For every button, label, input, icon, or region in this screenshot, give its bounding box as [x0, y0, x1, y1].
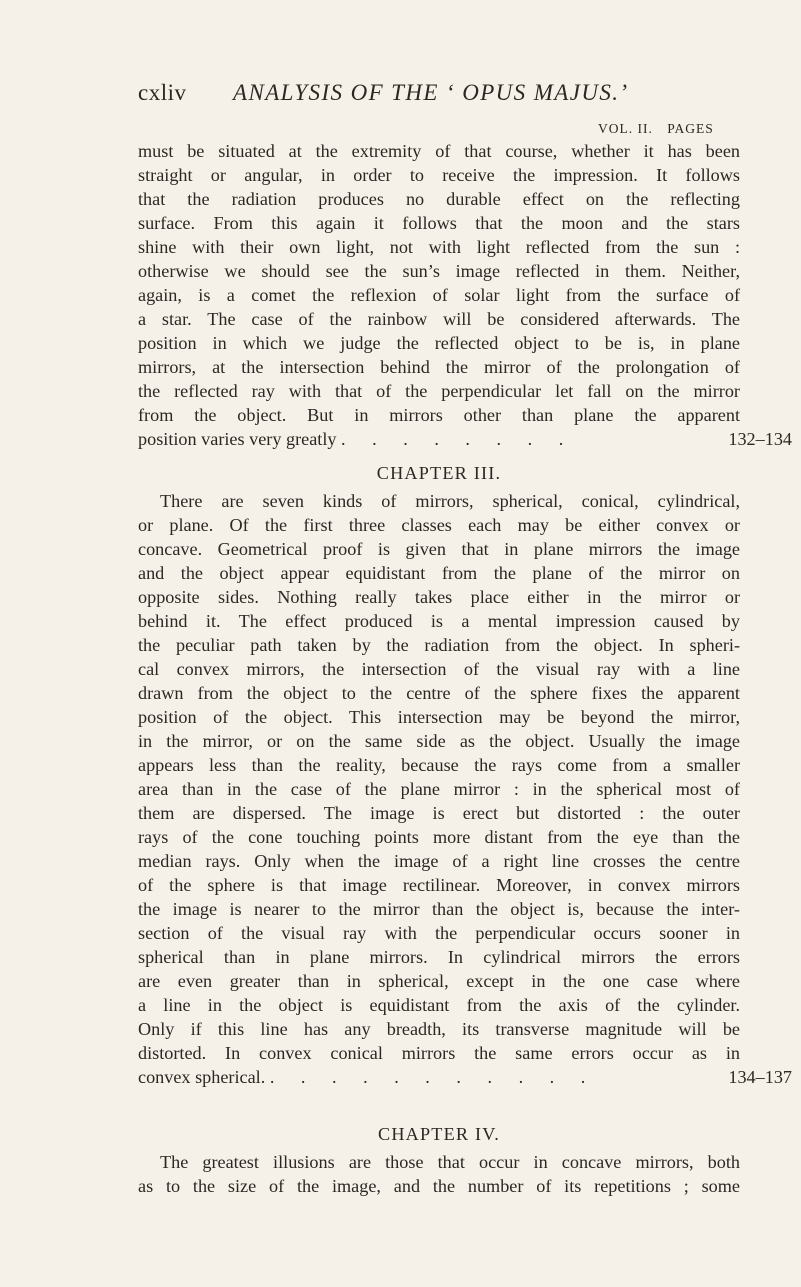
text-line-with-page-ref	[138, 427, 792, 451]
text-line: concave. Geometrical proof is given that in plane mirrors the image	[138, 539, 740, 559]
text-line: drawn from the object to the centre of the sphere fixes the apparent	[138, 683, 740, 703]
vol-label: VOL. II.	[598, 121, 653, 136]
text-line: cal convex mirrors, the intersection of the visual ray with a line	[138, 659, 740, 679]
text-line: that the radiation produces no durable effect on the reflecting	[138, 189, 740, 209]
page-folio: cxliv	[138, 80, 187, 105]
text-line: The greatest illusions are those that occur in concave mirrors, both	[160, 1152, 740, 1172]
page-reference: 132–134	[728, 429, 792, 449]
text-line: distorted. In convex conical mirrors the same errors occur as in	[138, 1043, 740, 1063]
text-line: surface. From this again it follows that the moon and the stars	[138, 213, 740, 233]
pages-label: PAGES	[667, 121, 714, 136]
chapter-heading: CHAPTER III.	[376, 463, 502, 483]
running-title: ANALYSIS OF THE ‘ OPUS MAJUS.’	[233, 80, 629, 105]
text-line: section of the visual ray with the perpendicular occurs sooner in	[138, 923, 740, 943]
text-line: are even greater than in spherical, except in the one case where	[138, 971, 740, 991]
dot-leader: . . . . . . . . . . .	[269, 1067, 597, 1087]
text-line: shine with their own light, not with light reflected from the sun :	[138, 237, 740, 257]
text-line: the image is nearer to the mirror than the object is, because the inter-	[138, 899, 740, 919]
text-line: area than in the case of the plane mirror : in the spherical most of	[138, 779, 740, 799]
running-head	[138, 78, 738, 108]
text-line: Only if this line has any breadth, its transverse magnitude will be	[138, 1019, 740, 1039]
text-line: There are seven kinds of mirrors, spherical, conical, cylindrical,	[160, 491, 740, 511]
text-line: behind it. The effect produced is a mental impression caused by	[138, 611, 740, 631]
text-line: or plane. Of the first three classes each may be either convex or	[138, 515, 740, 535]
line-text: convex spherical.	[138, 1067, 266, 1087]
chapter-heading: CHAPTER IV.	[377, 1124, 500, 1144]
text-line: must be situated at the extremity of that course, whether it has been	[138, 141, 740, 161]
text-line: spherical than in plane mirrors. In cylindrical mirrors the errors	[138, 947, 740, 967]
text-line: a line in the object is equidistant from the axis of the cylinder.	[138, 995, 740, 1015]
text-line: median rays. Only when the image of a right line crosses the centre	[138, 851, 740, 871]
text-line: of the sphere is that image rectilinear. Moreover, in convex mirrors	[138, 875, 740, 895]
text-line-with-page-ref	[138, 1065, 792, 1089]
text-line: otherwise we should see the sun’s image reflected in them. Neither,	[138, 261, 740, 281]
text-line: mirrors, at the intersection behind the mirror of the prolongation of	[138, 357, 740, 377]
text-line: rays of the cone touching points more distant from the eye than the	[138, 827, 740, 847]
text-line: the reflected ray with that of the perpendicular let fall on the mirror	[138, 381, 740, 401]
paragraph-chapter-3	[138, 489, 792, 1089]
text-line: appears less than the reality, because the rays come from a smaller	[138, 755, 740, 775]
text-line: straight or angular, in order to receive the impression. It follows	[138, 165, 740, 185]
text-line: position in which we judge the reflected object to be is, in plane	[138, 333, 740, 353]
dot-leader: . . . . . . . .	[341, 429, 575, 449]
text-line: opposite sides. Nothing really takes place either in the mirror or	[138, 587, 740, 607]
text-line: again, is a comet the reflexion of solar light from the surface of	[138, 285, 740, 305]
text-line: from the object. But in mirrors other than plane the apparent	[138, 405, 740, 425]
column-header	[598, 121, 798, 137]
text-line: position of the object. This intersection may be beyond the mirror,	[138, 707, 740, 727]
text-line: and the object appear equidistant from the plane of the mirror on	[138, 563, 740, 583]
text-line: in the mirror, or on the same side as the object. Usually the image	[138, 731, 740, 751]
paragraph-continuation	[138, 139, 792, 451]
text-line: them are dispersed. The image is erect but distorted : the outer	[138, 803, 740, 823]
text-line: the peculiar path taken by the radiation from the object. In spheri-	[138, 635, 740, 655]
line-text: position varies very greatly	[138, 429, 337, 449]
page-reference: 134–137	[728, 1067, 792, 1087]
text-line: a star. The case of the rainbow will be considered afterwards. The	[138, 309, 740, 329]
paragraph-chapter-4	[138, 1150, 792, 1198]
text-line: as to the size of the image, and the number of its repetitions ; some	[138, 1176, 740, 1196]
